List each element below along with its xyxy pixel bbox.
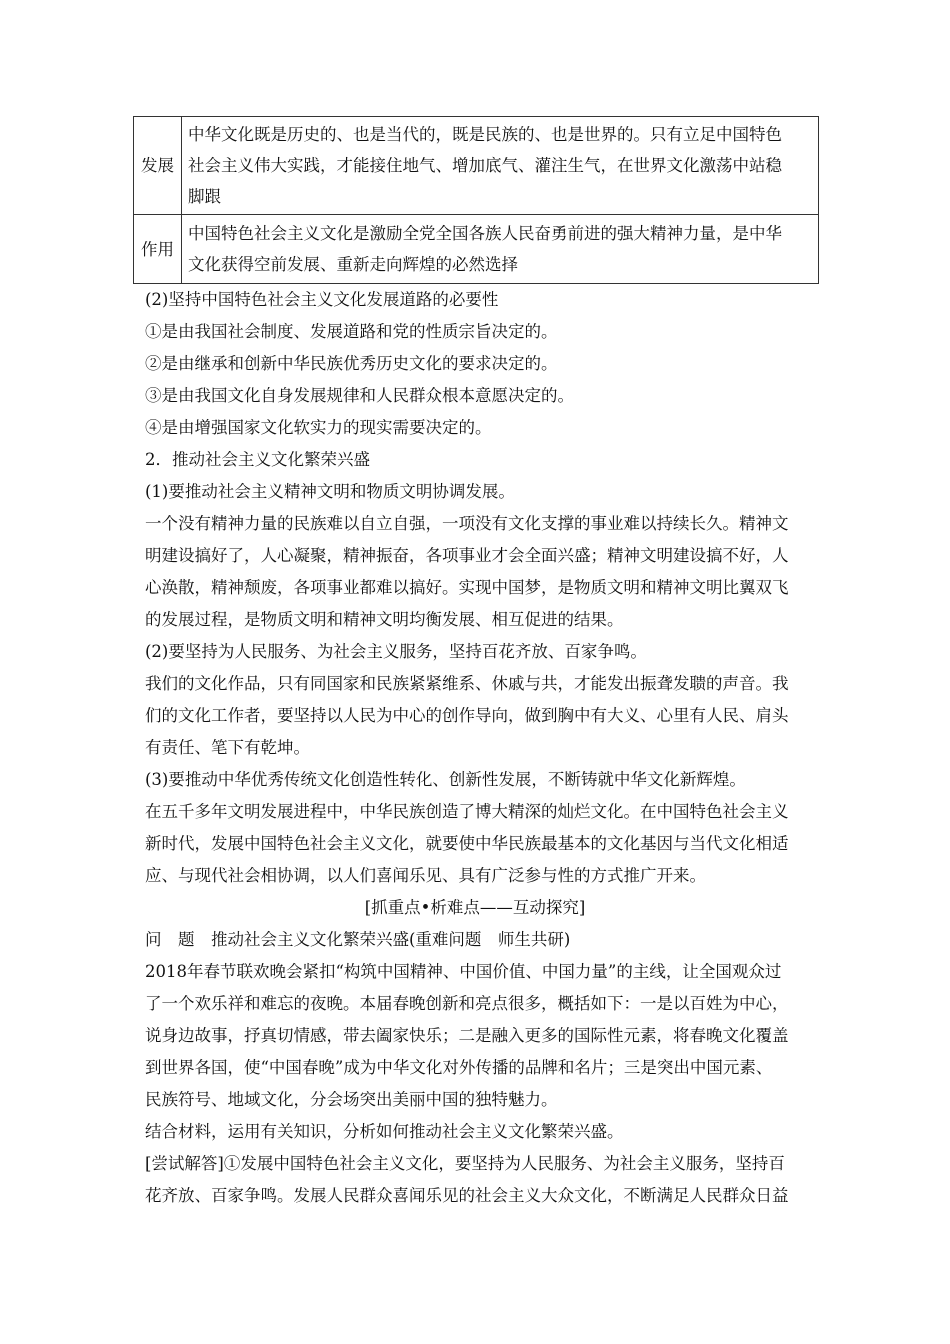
- row-text-line: 中国特色社会主义文化是激励全党全国各族人民奋勇前进的强大精神力量，是中华: [188, 224, 782, 243]
- subsection-heading: (1)要推动社会主义精神文明和物质文明协调发展。: [145, 482, 515, 501]
- paragraph-line: 在五千多年文明发展进程中，中华民族创造了博大精深的灿烂文化。在中国特色社会主义: [145, 802, 789, 821]
- row-text-line: 社会主义伟大实践，才能接住地气、增加底气、灌注生气，在世界文化激荡中站稳: [188, 156, 782, 175]
- paragraph-line: 2018年春节联欢晚会紧扣“构筑中国精神、中国价值、中国力量”的主线，让全国观众过: [145, 962, 782, 981]
- paragraph-line: 新时代，发展中国特色社会主义文化，就要使中华民族最基本的文化基因与当代文化相适: [145, 834, 789, 853]
- row-content: [182, 117, 819, 215]
- paragraph-line: 了一个欢乐祥和难忘的夜晚。本届春晚创新和亮点很多，概括如下：一是以百姓为中心，: [145, 994, 789, 1013]
- row-label: 发展: [134, 117, 182, 215]
- row-text-line: 脚跟: [188, 187, 221, 206]
- answer-line: [尝试解答]①发展中国特色社会主义文化，要坚持为人民服务、为社会主义服务，坚持百: [145, 1154, 785, 1173]
- section-heading: 2．推动社会主义文化繁荣兴盛: [145, 450, 370, 469]
- row-text-line: 文化获得空前发展、重新走向辉煌的必然选择: [188, 255, 518, 274]
- subsection-heading: (2)坚持中国特色社会主义文化发展道路的必要性: [145, 290, 499, 309]
- paragraph-line: 心涣散，精神颓废，各项事业都难以搞好。实现中国梦，是物质文明和精神文明比翼双飞: [145, 578, 789, 597]
- paragraph-line: 说身边故事，抒真切情感，带去阖家快乐；二是融入更多的国际性元素，将春晚文化覆盖: [145, 1026, 789, 1045]
- row-text-line: 中华文化既是历史的、也是当代的，既是民族的、也是世界的。只有立足中国特色: [188, 125, 782, 144]
- question-prompt: 结合材料，运用有关知识，分析如何推动社会主义文化繁荣兴盛。: [145, 1122, 624, 1141]
- paragraph-line: 明建设搞好了，人心凝聚，精神振奋，各项事业才会全面兴盛；精神文明建设搞不好，人: [145, 546, 789, 565]
- list-item: ①是由我国社会制度、发展道路和党的性质宗旨决定的。: [145, 322, 558, 341]
- row-content: [182, 215, 819, 284]
- info-table: [133, 116, 819, 284]
- list-item: ③是由我国文化自身发展规律和人民群众根本意愿决定的。: [145, 386, 574, 405]
- paragraph-line: 应、与现代社会相协调，以人们喜闻乐见、具有广泛参与性的方式推广开来。: [145, 866, 706, 885]
- table-row: [134, 117, 819, 215]
- paragraph-line: 一个没有精神力量的民族难以自立自强，一项没有文化支撑的事业难以持续长久。精神文: [145, 514, 789, 533]
- paragraph-line: 我们的文化作品，只有同国家和民族紧紧维系、休戚与共，才能发出振聋发聩的声音。我: [145, 674, 789, 693]
- subsection-heading: (2)要坚持为人民服务、为社会主义服务，坚持百花齐放、百家争鸣。: [145, 642, 647, 661]
- paragraph-line: 到世界各国，使“中国春晚”成为中华文化对外传播的品牌和名片；三是突出中国元素、: [145, 1058, 773, 1077]
- section-banner: [抓重点•析难点——互动探究]: [364, 898, 586, 917]
- table-row: [134, 215, 819, 284]
- row-label: 作用: [134, 215, 182, 284]
- paragraph-line: 民族符号、地域文化，分会场突出美丽中国的独特魅力。: [145, 1090, 558, 1109]
- paragraph-line: 们的文化工作者，要坚持以人民为中心的创作导向，做到胸中有大义、心里有人民、肩头: [145, 706, 789, 725]
- paragraph-line: 的发展过程，是物质文明和精神文明均衡发展、相互促进的结果。: [145, 610, 624, 629]
- subsection-heading: (3)要推动中华优秀传统文化创造性转化、创新性发展，不断铸就中华文化新辉煌。: [145, 770, 746, 789]
- paragraph-line: 有责任、笔下有乾坤。: [145, 738, 310, 757]
- answer-line: 花齐放、百家争鸣。发展人民群众喜闻乐见的社会主义大众文化，不断满足人民群众日益: [145, 1186, 789, 1205]
- question-title: 问 题 推动社会主义文化繁荣兴盛(重难问题 师生共研): [145, 930, 571, 949]
- list-item: ④是由增强国家文化软实力的现实需要决定的。: [145, 418, 492, 437]
- list-item: ②是由继承和创新中华民族优秀历史文化的要求决定的。: [145, 354, 558, 373]
